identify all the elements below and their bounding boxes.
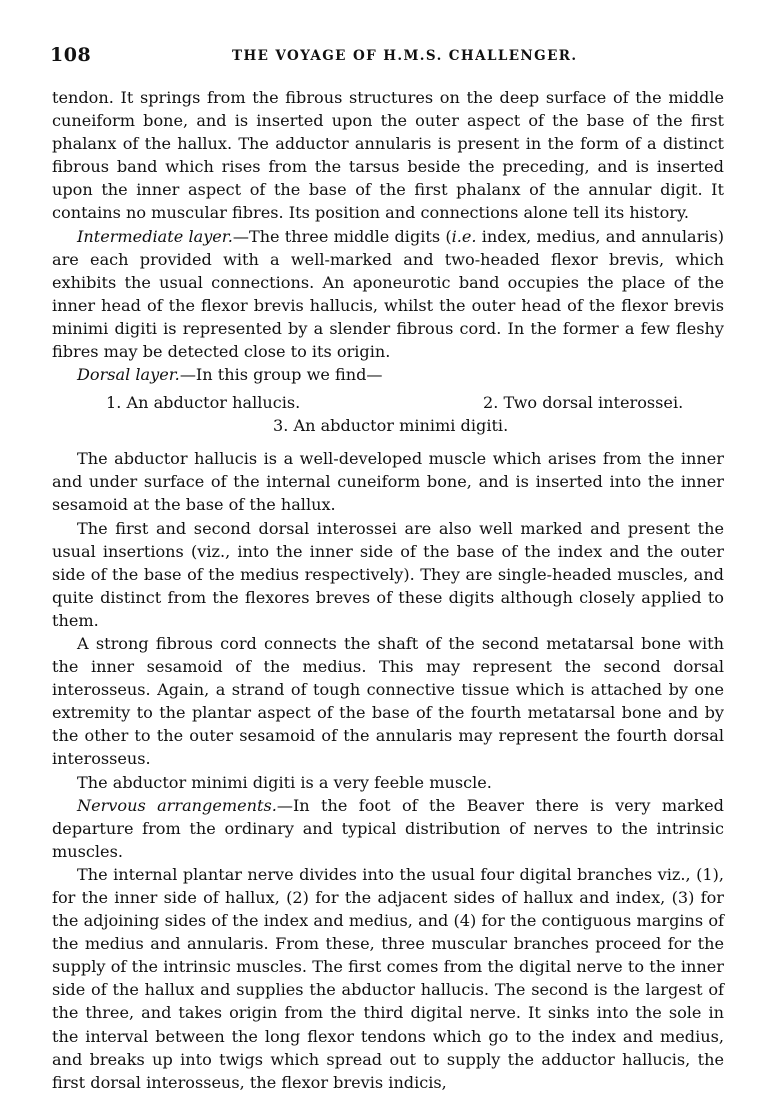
paragraph-intermediate-layer [52, 225, 724, 364]
muscle-list [52, 390, 724, 439]
paragraph-nervous-arrangements [52, 794, 724, 863]
paragraph-dorsal-interossei: The first and second dorsal interossei are also well marked and present the usual insertions (viz., into the inner side of the base of the index and the outer side of the base of the medius respectively). They are single-headed muscles, and quite distinct from the flexores breves of these digits although closely applied to them. [52, 518, 724, 630]
list-item: 2. Two dorsal interossei. [483, 393, 684, 413]
list-item: 3. An abductor minimi digiti. [273, 416, 509, 436]
paragraph-abductor-hallucis: The abductor hallucis is a well-developed muscle which arises from the inner and under surface of the internal cuneiform bone, and is inserted into the inner sesamoid at the base of the hallux. [52, 449, 724, 515]
paragraph-text: —In the foot of the Beaver there is very marked departure from the ordinary and typical distribution of nerves to the intrinsic muscles. [52, 795, 724, 861]
paragraph-text: —In this group we find— [179, 365, 383, 385]
running-head [50, 44, 724, 68]
paragraph-dorsal-layer [52, 363, 724, 386]
paragraph-abductor-minimi-digiti: The abductor minimi digiti is a very feeble muscle. [77, 772, 492, 792]
page-number: 108 [50, 44, 92, 66]
section-heading-nervous-arrangements: Nervous arrangements. [77, 795, 277, 815]
paragraph-adductor-annularis: tendon. It springs from the fibrous structures on the deep surface of the middle cuneiform bone, and is inserted upon the outer aspect of the base of the first phalanx of the hallux. The adductor annularis is present in the form of a distinct fibrous band which rises from the tarsus beside the preceding, and is inserted upon the inner aspect of the base of the first phalanx of the annular digit. It contains no muscular fibres. Its position and connections alone tell its history. [52, 88, 724, 223]
body-text [52, 86, 724, 1094]
paragraph-internal-plantar-nerve: The internal plantar nerve divides into the usual four digital branches viz., (1), for the inner side of hallux, (2) for the adjacent sides of hallux and index, (3) for the adjoining sides of the index and medius, and (4) for the contiguous margins of the medius and annularis. From these, three muscular branches proceed for the supply of the intrinsic muscles. The first comes from the digital nerve to the inner side of the hallux and supplies the abductor hallucis. The second is the largest of the three, and takes origin from the third digital nerve. It sinks into the sole in the interval between the long flexor tendons which go to the index and medius, and breaks up into twigs which spread out to supply the adductor hallucis, the first dorsal interosseus, the flexor brevis indicis, [52, 864, 724, 1092]
list-item: 1. An abductor hallucis. [106, 393, 301, 413]
section-heading-intermediate-layer: Intermediate layer. [77, 226, 233, 246]
running-title: THE VOYAGE OF H.M.S. CHALLENGER. [232, 48, 578, 64]
paragraph-text: —The three middle digits ( [232, 226, 452, 246]
paragraph-fibrous-cord: A strong fibrous cord connects the shaft of the second metatarsal bone with the inner sesamoid of the medius. This may represent the second dorsal interosseus. Again, a strand of tough connective tissue which is attached by one extremity to the plantar aspect of the base of the fourth metatarsal bone and by the other to the outer sesamoid of the annularis may represent the fourth dorsal interosseus. [52, 633, 724, 769]
section-heading-dorsal-layer: Dorsal layer. [77, 365, 180, 385]
abbreviation-ie: i.e. [451, 226, 477, 246]
paragraph-text: index, medius, and annularis) are each provided with a well-marked and two-headed flexor brevis, which exhibits the usual connections. An aponeurotic band occupies the place of the inner head of the flexor brevis hallucis, whilst the outer head of the flexor brevis minimi digiti is represented by a slender fibrous cord. In the former a few fleshy fibres may be detected close to its origin. [52, 226, 725, 362]
